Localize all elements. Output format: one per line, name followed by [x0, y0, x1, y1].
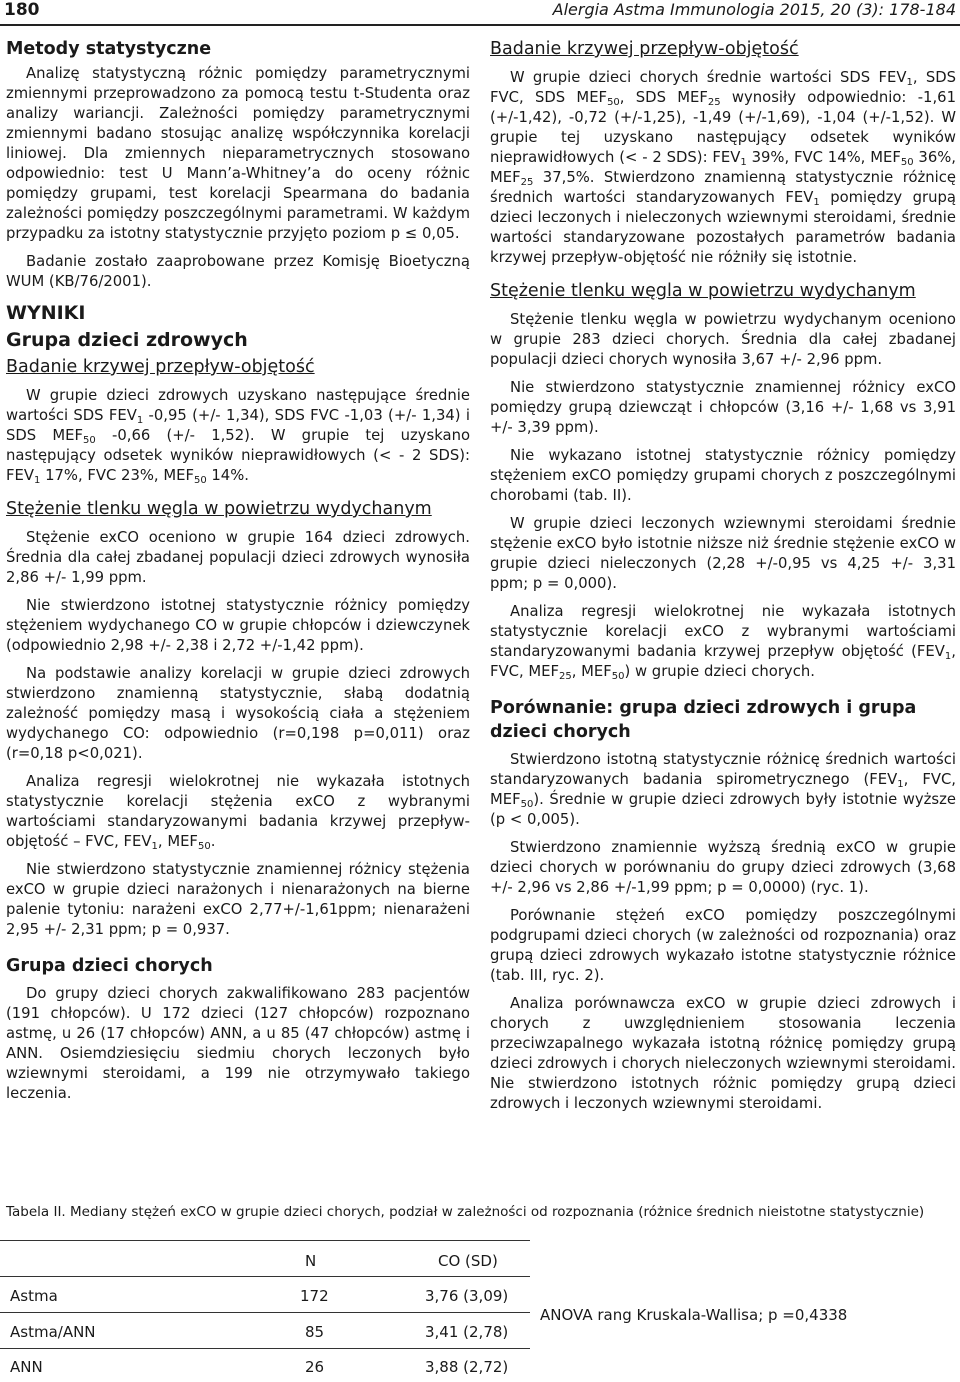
table-cell-row1-co: 3,76 (3,09) — [425, 1287, 509, 1305]
co-paragraph-healthy-3: Na podstawie analizy korelacji w grupie dzieci zdrowych stwierdzono znamienną statystycznie, słabą dodatnią zależność pomiędzy masą i wysokością ciała a stężeniem wydychanego CO: odpowiednio (r=0,198 p=0,011) oraz (r=0,18 p<0,021). — [6, 665, 470, 762]
table-cell-row2-n: 85 — [305, 1323, 325, 1341]
stat-paragraph-2: Badanie zostało zaaprobowane przez Komisję Bioetyczną WUM (KB/76/2001). — [6, 253, 470, 290]
comparison-paragraph-4: Analiza porównawcza exCO w grupie dzieci zdrowych i chorych z uwzględnieniem stosowania leczenia przeciwzapalnego wykazała istotną różnicę pomiędzy grupą dzieci zdrowych i chorych nieleczonych wziewnymi steroidami. Nie stwierdzono istotnych różnic pomiędzy grupą dzieci zdrowych i leczonych wziewnymi steroidami. — [490, 995, 956, 1112]
table-caption: Tabela II. Mediany stężeń exCO w grupie dzieci chorych, podział w zależności od rozpoznania (różnice średnich nieistotne statystycznie) — [6, 1204, 925, 1220]
heading-comparison: Porównanie: grupa dzieci zdrowych i grupa dzieci chorych — [490, 698, 917, 742]
flow-paragraph-sick: W grupie dzieci chorych średnie wartości SDS $FEV_1$, SDS FVC, SDS $MEF_{50}$, SDS $MEF_{25}$ wynosiły odpowiednio: -1,61 (+/-1,42), -0,72 (+/-1,25), -1,49 (+/-1,69), -1,04 (+/-1,52). W grupie tej uzyskano następujący odsetek wyników nieprawidłowych (< - 2 SDS): $FEV_1$ 39%, FVC 14%, $MEF_{50}$ 36%, $MEF_{25}$ 37,5%. Stwierdzono znamienną statystycznie różnicę średnich wartości standaryzowanych $FEV_1$ pomiędzy grupą dzieci leczonych i nieleczonych wziewnymi steroidami, średnie wartości standaryzowane pozostałych parametrów badania krzywej przepływ-objętość nie różniły się istotnie. — [490, 69, 957, 266]
table-cell-row3-n: 26 — [305, 1358, 325, 1376]
table-cell-row3-co: 3,88 (2,72) — [425, 1358, 509, 1376]
header-rule — [0, 24, 960, 26]
page-number: 180 — [4, 0, 40, 20]
table-cell-row2-label: Astma/ANN — [10, 1323, 96, 1341]
co-paragraph-sick-1: Stężenie tlenku węgla w powietrzu wydychanym oceniono w grupie 283 dzieci chorych. Średnia dla całej zbadanej populacji dzieci chorych wynosiła 3,67 +/- 2,96 ppm. — [490, 311, 956, 368]
co-paragraph-healthy-2: Nie stwierdzono istotnej statystycznie różnicy pomiędzy stężeniem wydychanego CO w grupie chłopców i dziewczynek (odpowiednio 2,98 +/- 2,38 i 2,72 +/-1,42 ppm). — [6, 597, 470, 654]
section-title-statistics: Metody statystyczne — [6, 39, 212, 59]
co-paragraph-healthy-5: Nie stwierdzono statystycznie znamiennej różnicy stężenia exCO w grupie dzieci narażonych i nienarażonych na bierne palenie tytoniu: narażeni exCO 2,77+/-1,61ppm; nienarażeni 2,95 +/- 2,31 ppm; p = 0,937. — [6, 861, 470, 938]
page-header — [0, 0, 960, 26]
table-header-n: N — [305, 1252, 317, 1270]
comparison-paragraph-3: Porównanie stężeń exCO pomiędzy poszczególnymi podgrupami dzieci chorych (w zależności od rozpoznania) oraz grupą dzieci zdrowych wykazało istotne statystycznie różnice (tab. III, ryc. 2). — [490, 907, 956, 984]
table-note-anova: ANOVA rang Kruskala-Wallisa; p =0,4338 — [540, 1306, 848, 1324]
heading-co-healthy: Stężenie tlenku węgla w powietrzu wydychanym — [6, 499, 432, 519]
subsection-healthy-children: Grupa dzieci zdrowych — [6, 329, 248, 351]
co-paragraph-healthy-4: Analiza regresji wielokrotnej nie wykazała istotnych statystycznie korelacji stężenia exCO z wybranymi wartościami standaryzowanymi badania krzywej przepływ-objętość – FVC, $FEV_1$, $MEF_{50}$. — [6, 773, 470, 852]
comparison-paragraph-2: Stwierdzono znamiennie wyższą średnią exCO w grupie dzieci chorych w porównaniu do grupy dzieci zdrowych (3,68 +/- 2,96 vs 2,86 +/-1,99 ppm; p = 0,0000) (ryc. 1). — [490, 839, 956, 896]
co-paragraph-healthy-1: Stężenie exCO oceniono w grupie 164 dzieci zdrowych. Średnia dla całej zbadanej populacji dzieci zdrowych wynosiła 2,86 +/- 1,99 ppm. — [6, 529, 470, 586]
table-rule — [0, 1312, 530, 1313]
comparison-paragraph-1: Stwierdzono istotną statystycznie różnicę średnich wartości standaryzowanych badania spirometrycznego ($FEV_1$, FVC, $MEF_{50}$). Średnie w grupie dzieci zdrowych były istotnie wyższe (p < 0,005). — [490, 751, 957, 828]
table-rule — [0, 1276, 530, 1277]
co-paragraph-sick-4: W grupie dzieci leczonych wziewnymi steroidami średnie stężenie exCO było istotnie niższe niż średnie stężenie exCO w grupie dzieci nieleczonych (2,28 +/-0,95 vs 4,25 +/- 3,31 ppm; p = 0,000). — [490, 515, 956, 592]
table-rule — [0, 1348, 530, 1349]
right-column — [490, 38, 956, 1122]
subsection-sick-children: Grupa dzieci chorych — [6, 956, 213, 976]
table-cell-row1-label: Astma — [10, 1287, 58, 1305]
heading-flow-volume-sick: Badanie krzywej przepływ-objętość — [490, 39, 799, 59]
heading-co-sick: Stężenie tlenku węgla w powietrzu wydychanym — [490, 281, 916, 301]
left-column — [6, 38, 470, 1112]
table-cell-row2-co: 3,41 (2,78) — [425, 1323, 509, 1341]
stat-paragraph-1: Analizę statystyczną różnic pomiędzy parametrycznymi zmiennymi przeprowadzono za pomocą testu t-Studenta oraz analizy wariancji. Zależności pomiędzy parametrycznymi zmiennymi badano stosując analizę współczynnika korelacji liniowej. Dla zmiennych nieparametrycznych stosowano odpowiednio: test U Mann’a-Whitney’a do oceny różnic pomiędzy grupami, test korelacji Spearmana do badania zależności pomiędzy poszczególnymi parametrami. W każdym przypadku za istotny statystycznie przyjęto poziom p ≤ 0,05. — [6, 65, 470, 242]
table-cell-row3-label: ANN — [10, 1358, 43, 1376]
table-header-co: CO (SD) — [438, 1252, 498, 1270]
journal-reference: Alergia Astma Immunologia 2015, 20 (3): 178-184 — [552, 0, 956, 19]
table-cell-row1-n: 172 — [300, 1287, 329, 1305]
section-title-results: WYNIKI — [6, 302, 86, 324]
co-paragraph-sick-5: Analiza regresji wielokrotnej nie wykazała istotnych statystycznie korelacji exCO z wybranymi wartościami standaryzowanymi badania krzywej przepływ objętość ($FEV_1$, FVC, $MEF_{25}$, $MEF_{50}$) w grupie dzieci chorych. — [490, 603, 956, 682]
flow-paragraph-healthy: W grupie dzieci zdrowych uzyskano następujące średnie wartości SDS $FEV_1$ -0,95 (+/- 1,34), SDS FVC -1,03 (+/- 1,34) i SDS $MEF_{50}$ -0,66 (+/- 1,52). W grupie tej uzyskano następujący odsetek wyników nieprawidłowych (< - 2 SDS): $FEV_1$ 17%, FVC 23%, $MEF_{50}$ 14%. — [6, 387, 471, 486]
table-rule-top — [0, 1240, 530, 1241]
co-paragraph-sick-3: Nie wykazano istotnej statystycznie różnicy pomiędzy stężeniem exCO pomiędzy grupami chorych z poszczególnymi chorobami (tab. II). — [490, 447, 956, 504]
co-paragraph-sick-2: Nie stwierdzono statystycznie znamiennej różnicy exCO pomiędzy grupą dziewcząt i chłopców (3,16 +/- 1,68 vs 3,91 +/- 3,39 ppm). — [490, 379, 956, 436]
heading-flow-volume-healthy: Badanie krzywej przepływ-objętość — [6, 357, 315, 377]
sick-paragraph-1: Do grupy dzieci chorych zakwalifikowano 283 pacjentów (191 chłopców). U 172 dzieci (127 chłopców) rozpoznano astmę, u 26 (17 chłopców) ANN, a u 85 (47 chłopców) astmę i ANN. Osiemdziesięciu siedmiu chorych leczonych było wziewnymi steroidami, a 199 nie otrzymywało takiego leczenia. — [6, 985, 470, 1102]
